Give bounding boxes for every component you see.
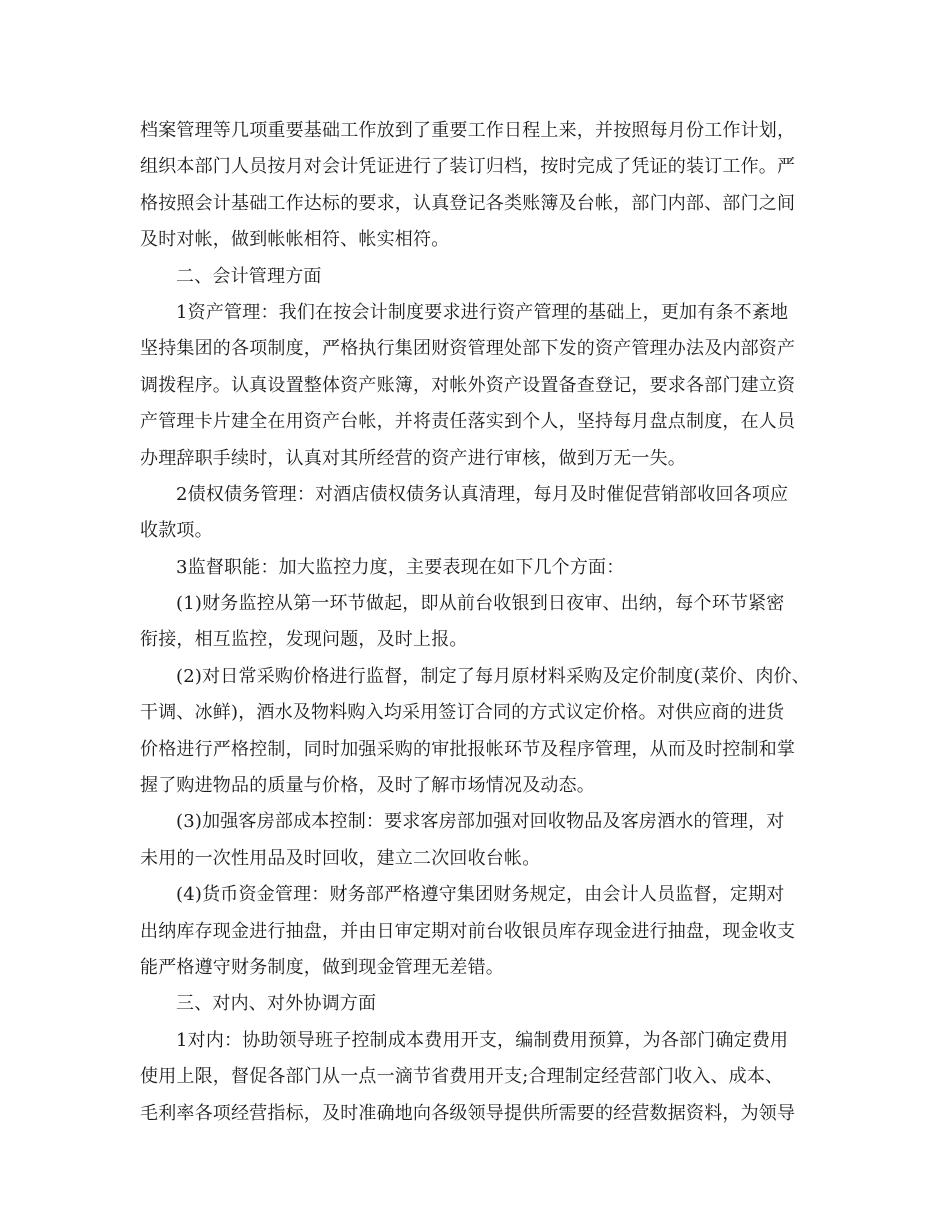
text-line: 及时对帐，做到帐帐相符、帐实相符。 (140, 229, 450, 251)
text-line: 1资产管理：我们在按会计制度要求进行资产管理的基础上，更加有条不紊地 (176, 301, 789, 323)
text-line: 2债权债务管理：对酒店债权债务认真清理，每月及时催促营销部收回各项应 (176, 483, 789, 505)
document-body (140, 113, 840, 1132)
text-line: 办理辞职手续时，认真对其所经营的资产进行审核，做到万无一失。 (140, 447, 686, 469)
text-line: 使用上限，督促各部门从一点一滴节省费用开支;合理制定经营部门收入、成本、 (140, 1066, 784, 1088)
text-line: 三、对内、对外协调方面 (176, 993, 377, 1015)
text-line: 档案管理等几项重要基础工作放到了重要工作日程上来，并按照每月份工作计划， (140, 120, 796, 141)
text-line: (3)加强客房部成本控制：要求客房部加强对回收物品及客房酒水的管理，对 (176, 811, 785, 833)
text-line: 毛利率各项经营指标，及时准确地向各级领导提供所需要的经营数据资料，为领导 (140, 1102, 796, 1124)
text-line: (4)货币资金管理：财务部严格遵守集团财务规定，由会计人员监督，定期对 (176, 884, 785, 906)
text-line: 价格进行严格控制，同时加强采购的审批报帐环节及程序管理，从而及时控制和掌 (140, 738, 796, 760)
text-line: 1对内：协助领导班子控制成本费用开支，编制费用预算，为各部门确定费用 (176, 1029, 789, 1051)
text-line: 3监督职能：加大监控力度，主要表现在如下几个方面： (176, 556, 625, 578)
text-line: 能严格遵守财务制度，做到现金管理无差错。 (140, 956, 504, 978)
text-line: (1)财务监控从第一环节做起，即从前台收银到日夜审、出纳，每个环节紧密 (176, 593, 785, 615)
text-line: 收款项。 (140, 520, 213, 542)
text-line: 坚持集团的各项制度，严格执行集团财资管理处部下发的资产管理办法及内部资产 (140, 338, 796, 360)
text-line: 干调、冰鲜)，酒水及物料购入均采用签订合同的方式议定价格。对供应商的进货 (140, 702, 785, 724)
text-line: 出纳库存现金进行抽盘，并由日审定期对前台收银员库存现金进行抽盘，现金收支 (140, 920, 796, 942)
text-line: 产管理卡片建全在用资产台帐，并将责任落实到个人，坚持每月盘点制度，在人员 (140, 411, 796, 433)
text-line: 组织本部门人员按月对会计凭证进行了装订归档，按时完成了凭证的装订工作。严 (140, 156, 796, 178)
text-line: 格按照会计基础工作达标的要求，认真登记各类账簿及台帐，部门内部、部门之间 (140, 192, 796, 214)
text-line: 握了购进物品的质量与价格，及时了解市场情况及动态。 (140, 775, 595, 797)
text-line: 调拨程序。认真设置整体资产账簿，对帐外资产设置备查登记，要求各部门建立资 (140, 374, 796, 396)
text-line: 衔接，相互监控，发现问题，及时上报。 (140, 629, 468, 651)
text-line: 未用的一次性用品及时回收，建立二次回收台帐。 (140, 847, 541, 869)
text-line: (2)对日常采购价格进行监督，制定了每月原材料采购及定价制度(菜价、肉价、 (176, 665, 810, 687)
text-line: 二、会计管理方面 (176, 265, 322, 287)
